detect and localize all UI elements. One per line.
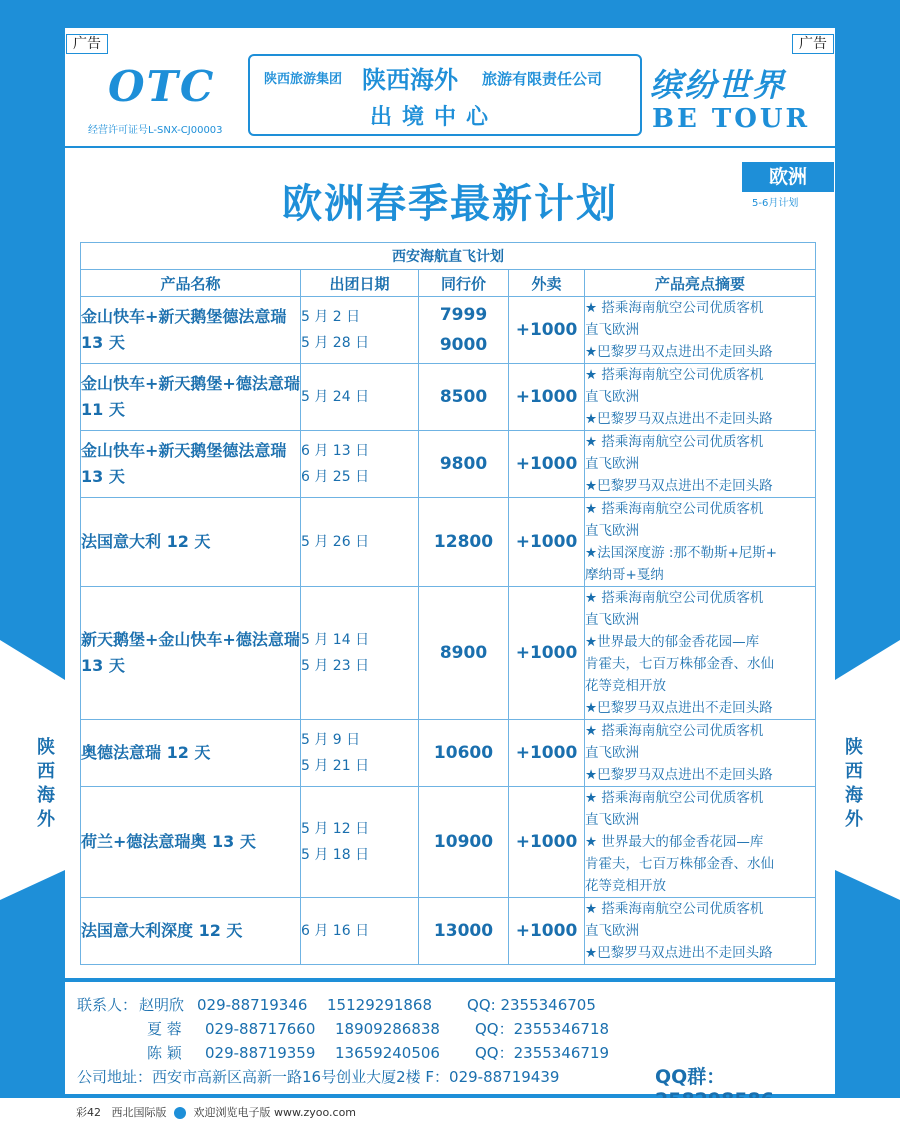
retail-markup: +1000 bbox=[509, 720, 585, 787]
tour-plan-table bbox=[80, 242, 816, 965]
license-number: 经营许可证号L-SNX-CJ00003 bbox=[88, 125, 223, 136]
highlight-line: 直飞欧洲 bbox=[585, 322, 639, 338]
product-name: 新天鹅堡+金山快车+德法意瑞 13 天 bbox=[81, 587, 301, 720]
price-value: 10900 bbox=[433, 832, 494, 852]
product-name: 荷兰+德法意瑞奥 13 天 bbox=[81, 787, 301, 898]
highlight-line: ★ 搭乘海南航空公司优质客机 bbox=[585, 434, 764, 450]
highlight-line: ★ 搭乘海南航空公司优质客机 bbox=[585, 901, 764, 917]
contact-phone: 029-88719346 bbox=[197, 996, 308, 1014]
product-name: 法国意大利深度 12 天 bbox=[81, 898, 301, 965]
table-row bbox=[81, 787, 816, 898]
footer-info bbox=[76, 1104, 356, 1120]
table-row bbox=[81, 431, 816, 498]
peer-price bbox=[419, 297, 509, 364]
price-value: 9800 bbox=[439, 454, 488, 474]
company-address: 公司地址：西安市高新区高新一路16号创业大厦2楼 F：029-88719439 bbox=[77, 1068, 560, 1086]
footer bbox=[0, 1098, 900, 1146]
highlight-line: 肯霍夫，七百万株郁金香、水仙 bbox=[585, 856, 774, 872]
departure-dates bbox=[301, 498, 419, 587]
peer-price bbox=[419, 431, 509, 498]
departure-date: 5 月 21 日 bbox=[301, 758, 370, 774]
highlight-line: ★巴黎罗马双点进出不走回头路 bbox=[585, 945, 773, 961]
company-suffix: 旅游有限责任公司 bbox=[482, 70, 603, 88]
region-subtitle: 5-6月计划 bbox=[752, 198, 799, 209]
contact-mobile: 18909286838 bbox=[335, 1020, 440, 1038]
retail-markup: +1000 bbox=[509, 587, 585, 720]
departure-dates bbox=[301, 787, 419, 898]
contact-name: 夏 蓉 bbox=[147, 1020, 182, 1038]
highlight-line: 肯霍夫，七百万株郁金香、水仙 bbox=[585, 656, 774, 672]
price-value: 13000 bbox=[433, 921, 494, 941]
price-value: 12800 bbox=[433, 532, 494, 552]
departure-date: 5 月 23 日 bbox=[301, 658, 370, 674]
highlight-line: ★ 搭乘海南航空公司优质客机 bbox=[585, 367, 764, 383]
highlight-line: 直飞欧洲 bbox=[585, 456, 639, 472]
product-highlights bbox=[585, 431, 816, 498]
product-name: 金山快车+新天鹅堡德法意瑞 13 天 bbox=[81, 297, 301, 364]
table-row bbox=[81, 720, 816, 787]
peer-price bbox=[419, 587, 509, 720]
highlight-line: 直飞欧洲 bbox=[585, 389, 639, 405]
retail-markup: +1000 bbox=[509, 364, 585, 431]
table-row bbox=[81, 498, 816, 587]
company-banner bbox=[248, 54, 642, 136]
peer-price bbox=[419, 898, 509, 965]
table-row bbox=[81, 297, 816, 364]
departure-dates bbox=[301, 720, 419, 787]
qq-group-number: QQ群： bbox=[655, 1066, 726, 1088]
otc-logo: OTC bbox=[108, 62, 216, 111]
departure-dates bbox=[301, 431, 419, 498]
highlight-line: 花等竞相开放 bbox=[585, 678, 666, 694]
table-row bbox=[81, 898, 816, 965]
departure-dates bbox=[301, 297, 419, 364]
product-name: 金山快车+新天鹅堡德法意瑞 13 天 bbox=[81, 431, 301, 498]
retail-markup: +1000 bbox=[509, 787, 585, 898]
column-header-dates: 出团日期 bbox=[301, 270, 419, 297]
departure-dates bbox=[301, 364, 419, 431]
retail-markup: +1000 bbox=[509, 898, 585, 965]
product-highlights bbox=[585, 587, 816, 720]
highlight-line: ★ 搭乘海南航空公司优质客机 bbox=[585, 501, 764, 517]
departure-date: 6 月 13 日 bbox=[301, 443, 370, 459]
column-header-extra: 外卖 bbox=[509, 270, 585, 297]
contact-section bbox=[65, 982, 835, 1094]
departure-date: 5 月 14 日 bbox=[301, 632, 370, 648]
contact-qq: QQ：2355346719 bbox=[475, 1044, 610, 1062]
product-name: 法国意大利 12 天 bbox=[81, 498, 301, 587]
page-number: 彩42 bbox=[76, 1106, 101, 1119]
product-highlights bbox=[585, 787, 816, 898]
highlight-line: 花等竞相开放 bbox=[585, 878, 666, 894]
price-value: 8500 bbox=[439, 387, 488, 407]
footer-website-text[interactable]: 欢迎浏览电子版 www.zyoo.com bbox=[193, 1106, 357, 1119]
product-highlights bbox=[585, 364, 816, 431]
edition-name: 西北国际版 bbox=[111, 1106, 167, 1119]
product-highlights bbox=[585, 498, 816, 587]
product-highlights bbox=[585, 898, 816, 965]
contact-row bbox=[147, 1042, 609, 1063]
highlight-line: ★ 搭乘海南航空公司优质客机 bbox=[585, 723, 764, 739]
highlight-line: ★世界最大的郁金香花园—库 bbox=[585, 634, 760, 650]
contact-qq: QQ: 2355346705 bbox=[467, 996, 596, 1014]
price-value: 7999 bbox=[439, 305, 488, 325]
brand-english: BE TOUR bbox=[652, 104, 811, 134]
highlight-line: ★ 世界最大的郁金香花园—库 bbox=[585, 834, 764, 850]
column-header-price: 同行价 bbox=[419, 270, 509, 297]
contact-phone: 029-88719359 bbox=[205, 1044, 316, 1062]
highlight-line: 直飞欧洲 bbox=[585, 923, 639, 939]
table-caption: 西安海航直飞计划 bbox=[81, 243, 816, 270]
highlight-line: ★ 搭乘海南航空公司优质客机 bbox=[585, 300, 764, 316]
price-value: 10600 bbox=[433, 743, 494, 763]
departure-date: 5 月 12 日 bbox=[301, 821, 370, 837]
brand-chinese: 缤纷世界 bbox=[650, 66, 787, 104]
departure-date: 5 月 18 日 bbox=[301, 847, 370, 863]
ad-label-right: 广告 bbox=[792, 34, 834, 54]
departure-date: 5 月 26 日 bbox=[301, 534, 370, 550]
product-highlights bbox=[585, 720, 816, 787]
highlight-line: ★ 搭乘海南航空公司优质客机 bbox=[585, 790, 764, 806]
departure-date: 5 月 28 日 bbox=[301, 335, 370, 351]
contact-row bbox=[147, 1018, 609, 1039]
contact-name: 陈 颖 bbox=[147, 1044, 182, 1062]
highlight-line: 直飞欧洲 bbox=[585, 612, 639, 628]
region-badge: 欧洲 bbox=[742, 162, 834, 192]
highlight-line: ★巴黎罗马双点进出不走回头路 bbox=[585, 411, 773, 427]
departure-date: 5 月 9 日 bbox=[301, 732, 361, 748]
product-highlights bbox=[585, 297, 816, 364]
contact-phone: 029-88717660 bbox=[205, 1020, 316, 1038]
retail-markup: +1000 bbox=[509, 297, 585, 364]
column-header-name: 产品名称 bbox=[81, 270, 301, 297]
departure-dates bbox=[301, 898, 419, 965]
departure-date: 5 月 24 日 bbox=[301, 389, 370, 405]
peer-price bbox=[419, 720, 509, 787]
contact-row bbox=[77, 994, 596, 1015]
retail-markup: +1000 bbox=[509, 431, 585, 498]
departure-date: 6 月 25 日 bbox=[301, 469, 370, 485]
departure-dates bbox=[301, 587, 419, 720]
contact-mobile: 15129291868 bbox=[327, 996, 432, 1014]
highlight-line: 直飞欧洲 bbox=[585, 745, 639, 761]
product-name: 奥德法意瑞 12 天 bbox=[81, 720, 301, 787]
side-label-left: 陕 西 海 外 bbox=[37, 737, 55, 830]
page-title: 欧洲春季最新计划 bbox=[282, 181, 618, 227]
contact-mobile: 13659240506 bbox=[335, 1044, 440, 1062]
highlight-line: ★巴黎罗马双点进出不走回头路 bbox=[585, 344, 773, 360]
highlight-line: ★巴黎罗马双点进出不走回头路 bbox=[585, 767, 773, 783]
table-row bbox=[81, 587, 816, 720]
highlight-line: ★巴黎罗马双点进出不走回头路 bbox=[585, 700, 773, 716]
column-header-highlights: 产品亮点摘要 bbox=[585, 270, 816, 297]
peer-price bbox=[419, 364, 509, 431]
peer-price bbox=[419, 787, 509, 898]
price-value: 9000 bbox=[439, 335, 488, 355]
side-label-right: 陕 西 海 外 bbox=[845, 737, 863, 830]
contact-qq: QQ：2355346718 bbox=[475, 1020, 610, 1038]
highlight-line: ★ 搭乘海南航空公司优质客机 bbox=[585, 590, 764, 606]
departure-date: 5 月 2 日 bbox=[301, 309, 361, 325]
price-value: 8900 bbox=[439, 643, 488, 663]
highlight-line: 直飞欧洲 bbox=[585, 812, 639, 828]
contact-name: 赵明欣 bbox=[139, 996, 185, 1014]
ad-label-left: 广告 bbox=[66, 34, 108, 54]
contact-label: 联系人： bbox=[77, 996, 138, 1014]
peer-price bbox=[419, 498, 509, 587]
globe-icon bbox=[174, 1107, 186, 1119]
product-name: 金山快车+新天鹅堡+德法意瑞 11 天 bbox=[81, 364, 301, 431]
department-name: 出境中心 bbox=[370, 105, 499, 130]
group-name: 陕西旅游集团 bbox=[264, 72, 343, 87]
highlight-line: ★巴黎罗马双点进出不走回头路 bbox=[585, 478, 773, 494]
highlight-line: ★法国深度游 :那不勒斯+尼斯+ bbox=[585, 545, 778, 561]
table-row bbox=[81, 364, 816, 431]
company-main-name: 陕西海外 bbox=[362, 65, 458, 94]
departure-date: 6 月 16 日 bbox=[301, 923, 370, 939]
highlight-line: 直飞欧洲 bbox=[585, 523, 639, 539]
highlight-line: 摩纳哥+戛纳 bbox=[585, 567, 664, 583]
retail-markup: +1000 bbox=[509, 498, 585, 587]
